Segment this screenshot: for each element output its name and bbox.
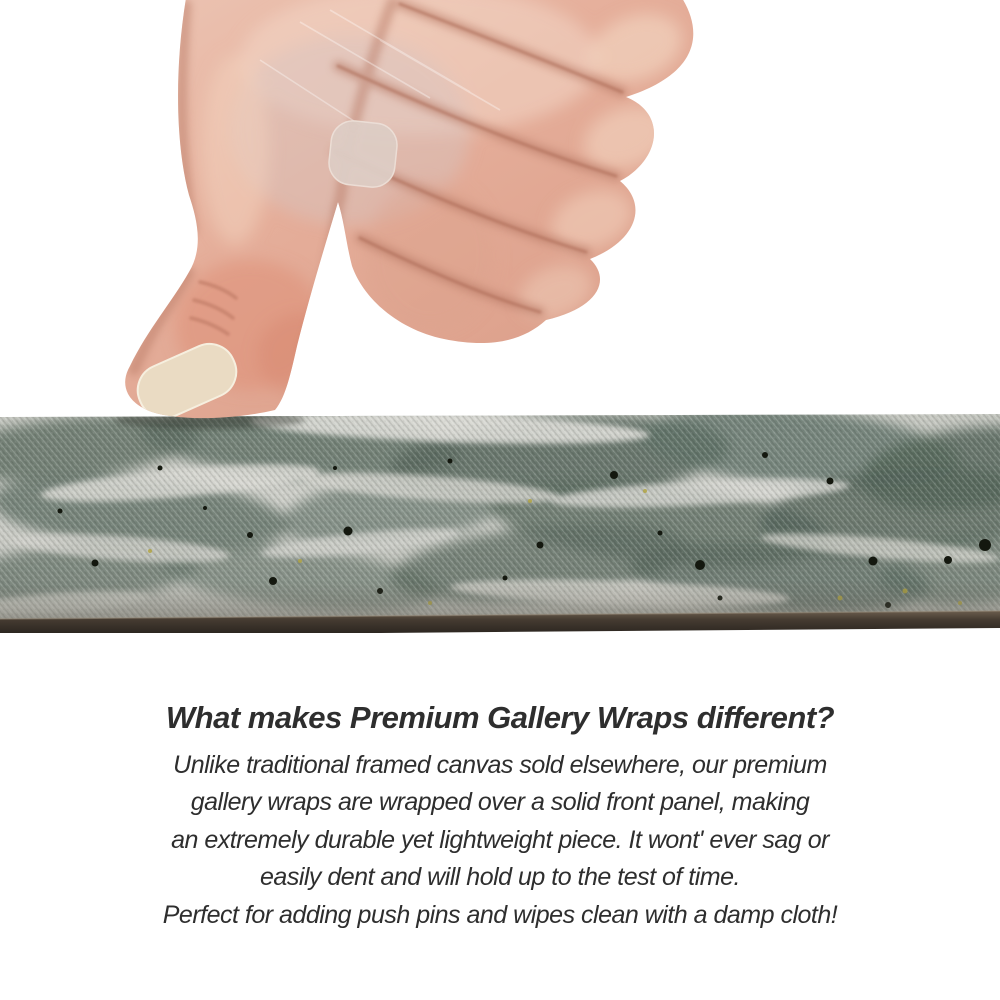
- hand-photo: [0, 0, 1000, 445]
- description-line: an extremely durable yet lightweight piece. It wont' ever sag or: [171, 825, 829, 854]
- description: [0, 747, 1000, 935]
- description-line: gallery wraps are wrapped over a solid front panel, making: [190, 788, 810, 817]
- description-line: Perfect for adding push pins and wipes clean with a damp cloth!: [162, 900, 838, 929]
- index-fingernail: [327, 119, 399, 190]
- description-line: Unlike traditional framed canvas sold elsewhere, our premium: [173, 750, 827, 779]
- info-text-block: [0, 700, 1000, 934]
- headline: What makes Premium Gallery Wraps different?: [165, 700, 835, 735]
- description-line: easily dent and will hold up to the test of time.: [260, 863, 740, 892]
- canvas-edge-strip: [0, 413, 1000, 633]
